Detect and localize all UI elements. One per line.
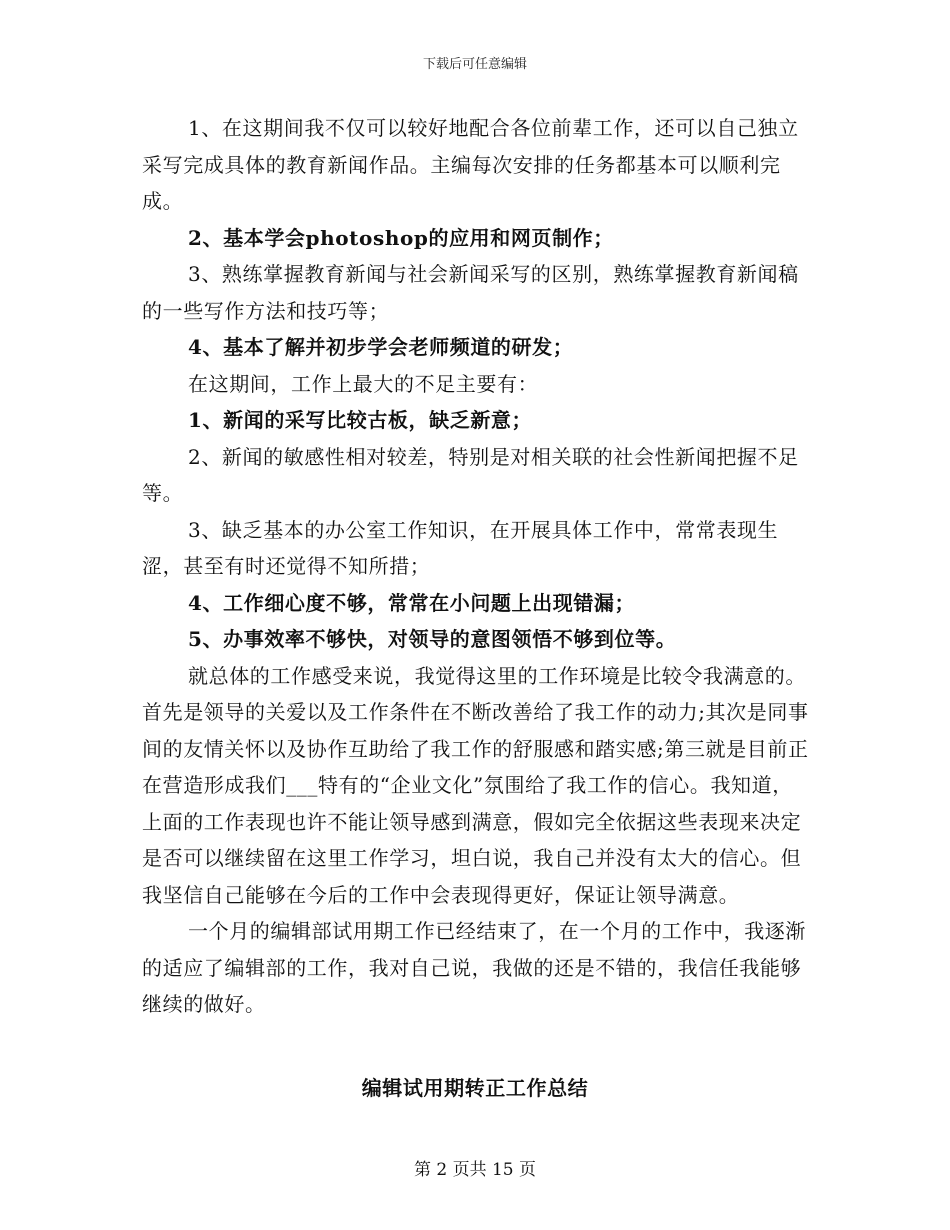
section-title: 编辑试用期转正工作总结	[361, 1076, 589, 1100]
paragraph: 2、新闻的敏感性相对较差，特别是对相关联的社会性新闻把握不足等。	[142, 444, 799, 505]
paragraph: 5、办事效率不够快，对领导的意图领悟不够到位等。	[188, 627, 677, 651]
paragraph: 2、基本学会photoshop的应用和网页制作；	[188, 225, 614, 250]
paragraph: 就总体的工作感受来说，我觉得这里的工作环境是比较令我满意的。首先是领导的关爱以及工作条件在不断改善给了我工作的动力;其次是同事间的友情关怀以及协作互助给了我工作的舒服感和踏实感;第三就是目前正在营造形成我们___特有的“企业文化”氛围给了我工作的信心。我知道，上面的工作表现也许不能让领导感到满意，假如完全依据这些表现来决定是否可以继续留在这里工作学习，坦白说，我自己并没有太大的信心。但我坚信自己能够在今后的工作中会表现得更好，保证让领导满意。	[142, 663, 809, 907]
paragraph: 3、熟练掌握教育新闻与社会新闻采写的区别，熟练掌握教育新闻稿的一些写作方法和技巧等；	[142, 262, 799, 323]
paragraph: 1、新闻的采写比较古板，缺乏新意；	[188, 408, 533, 432]
paragraph: 1、在这期间我不仅可以较好地配合各位前辈工作，还可以自己独立采写完成具体的教育新闻作品。主编每次安排的任务都基本可以顺利完成。	[142, 116, 799, 213]
document-body	[142, 110, 810, 1023]
paragraph: 3、缺乏基本的办公室工作知识，在开展具体工作中，常常表现生涩，甚至有时还觉得不知所措；	[142, 517, 779, 578]
paragraph: 4、工作细心度不够，常常在小问题上出现错漏；	[188, 590, 636, 615]
paragraph: 在这期间，工作上最大的不足主要有：	[188, 371, 539, 396]
page-header-note: 下载后可任意编辑	[422, 57, 527, 72]
paragraph: 4、基本了解并初步学会老师频道的研发；	[188, 335, 574, 359]
page-number: 第 2 页共 15 页	[413, 1160, 537, 1180]
paragraph: 一个月的编辑部试用期工作已经结束了，在一个月的工作中，我逐渐的适应了编辑部的工作，我对自己说，我做的还是不错的，我信任我能够继续的做好。	[142, 919, 806, 1016]
